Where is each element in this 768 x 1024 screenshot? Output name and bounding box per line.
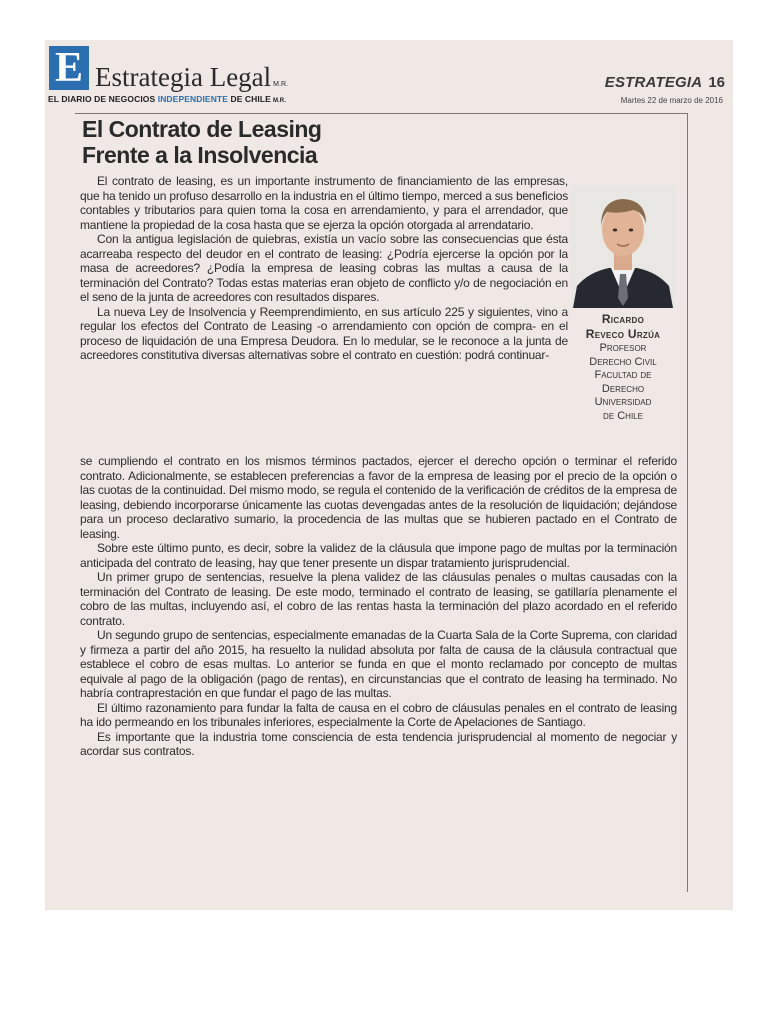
logo-letter: E <box>54 45 83 91</box>
masthead-brand <box>95 62 288 93</box>
paragraph-5: Un primer grupo de sentencias, resuelve la plena validez de las cláusulas penales o multas causadas con la terminación del Contrato de leasing. De este modo, terminado el contrato de leasing, se gatillaría plenamente el cobro de las multas, incluyendo así, el cobro de las rentas hasta la terminación del plazo acordado en el referido contrato. <box>80 570 677 628</box>
author-name-line-1: Ricardo <box>601 312 645 326</box>
author-university-line-2: de Chile <box>603 409 643 422</box>
author-faculty-line-1: Facultad de <box>594 369 652 381</box>
tagline-mark: M.R. <box>272 98 287 104</box>
brand-name: Estrategia Legal <box>95 62 272 92</box>
headline-line-1: El Contrato de Leasing <box>82 116 322 142</box>
estrategia-logo <box>49 46 89 90</box>
author-role: Profesor <box>599 342 647 354</box>
masthead-tagline <box>48 94 286 104</box>
author-name-line-2: Reveco Urzúa <box>585 327 661 341</box>
author-portrait-illustration <box>571 186 675 308</box>
section-header <box>605 74 725 91</box>
tagline-highlight: INDEPENDIENTE <box>157 94 228 104</box>
paragraph-3-continued: se cumpliendo el contrato en los mismos términos pactados, ejercer el derecho opción o terminar el referido contrato. Adicionalmente, se establecen preferencias a favor de la empresa de leasing por el precio de la opción o las cuotas de la continuidad. Del mismo modo, se regula el contenido de la verificación de créditos de la empresa de leasing, debiendo incorporarse únicamente las cuotas devengadas antes de la resolución de liquidación; dejándose para un proceso declarativo sumario, la procedencia de las multas que se hubieren pactado en el Contrato de leasing. <box>80 454 677 541</box>
section-name: ESTRATEGIA <box>604 74 703 91</box>
paragraph-3-start: La nueva Ley de Insolvencia y Reemprendimiento, en sus artículo 225 y siguientes, vino a regular los efectos del Contrato de Leasing -o arrendamiento con opción de compra- en el proceso de liquidación de una Empresa Deudora. En lo medular, se le reconoce a la junta de acreedores constitutiva diversas alternativas sobre el contrato en cuestión: podrá continuar- <box>80 304 568 362</box>
article-body-narrow <box>80 174 568 363</box>
author-photo <box>571 186 675 308</box>
author-faculty-line-2: Derecho <box>601 382 645 395</box>
tagline-before: EL DIARIO DE NEGOCIOS <box>48 94 158 104</box>
author-byline <box>567 312 679 423</box>
author-department: Derecho Civil <box>589 355 657 368</box>
brand-mark: M.R. <box>273 81 288 88</box>
paragraph-8: Es importante que la industria tome consciencia de esta tendencia jurisprudencial al momento de negociar y acordar sus contratos. <box>80 729 677 758</box>
paragraph-7: El último razonamiento para fundar la falta de causa en el cobro de cláusulas penales en el contrato de leasing ha ido permeando en los tribunales inferiores, especialmente la Corte de Apelaciones de Santiago. <box>80 700 677 729</box>
headline-line-2: Frente a la Insolvencia <box>82 142 318 168</box>
article-headline <box>82 116 321 168</box>
paragraph-2: Con la antigua legislación de quiebras, existía un vacío sobre las consecuencias que ésta acarreaba respecto del deudor en el contrato de leasing: ¿Podría ejercerse la opción por la masa de acreedores? ¿Podía la empresa de leasing cobras las multas a causa de la terminación del Contrato? Todas estas materias eran objeto de conflicto y/o de negociación en el seno de la junta de acreedores con resultados dispares. <box>80 232 568 304</box>
publication-date: Martes 22 de marzo de 2016 <box>620 96 723 105</box>
page-number: 16 <box>708 74 725 91</box>
paragraph-4: Sobre este último punto, es decir, sobre la validez de la cláusula que impone pago de multas por la terminación anticipada del contrato de leasing, hay que tener presente un dispar tratamiento jurisprudencial. <box>80 541 677 570</box>
tagline-after: DE CHILE <box>228 94 271 104</box>
paragraph-1: El contrato de leasing, es un importante instrumento de financiamiento de las empresas, que ha tenido un profuso desarrollo en la industria en el último tiempo, merced a sus beneficios contables y tributarios para quien toma la cosa en arrendamiento, y para el arrendador, que mantiene la propiedad de la cosa hasta que se ejerza la opción otorgada al arrendatario. <box>80 174 568 232</box>
paragraph-6: Un segundo grupo de sentencias, especialmente emanadas de la Cuarta Sala de la Corte Suprema, con claridad y firmeza a partir del año 2015, ha resuelto la nulidad absoluta por falta de causa de la cláusula contractual que establece el cobro de esas multas. Lo anterior se funda en que el monto reclamado por concepto de multas equivale al pago de la obligación (pago de rentas), en circunstancias que el contrato de leasing ha terminado. No habría contraprestación en que fundar el pago de las multas. <box>80 628 677 700</box>
author-university-line-1: Universidad <box>594 396 652 408</box>
article-body-wide <box>80 454 677 759</box>
newspaper-clipping <box>45 40 733 910</box>
